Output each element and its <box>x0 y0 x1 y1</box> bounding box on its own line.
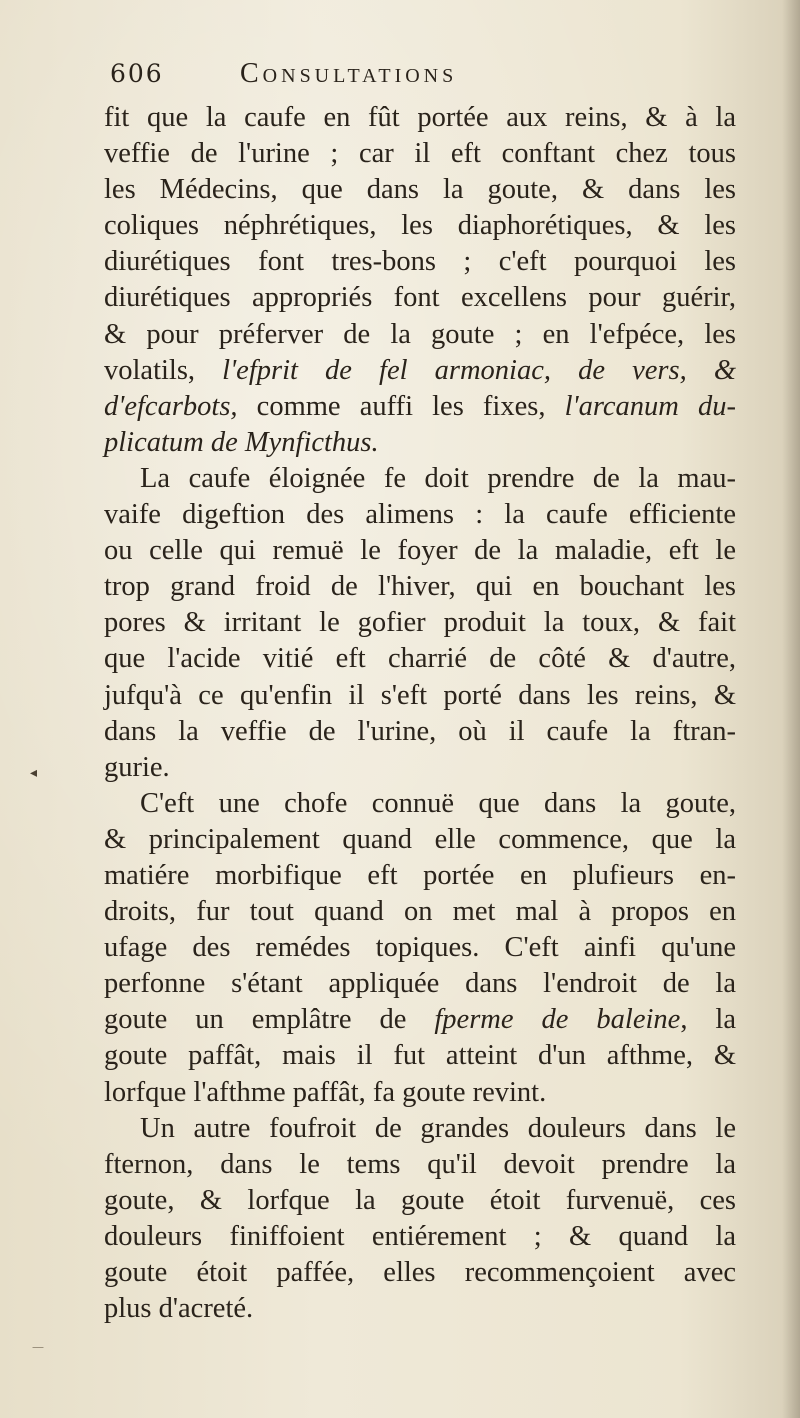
text-line <box>104 425 736 461</box>
text-line: ufage des remédes topiques. C'eft ainfi qu'une <box>104 932 736 964</box>
italic-run: plicatum de Mynficthus. <box>104 426 379 458</box>
running-title: Consultations <box>240 58 458 89</box>
italic-run: l'efprit de fel armoniac, de vers, & <box>222 354 736 386</box>
text-line: les Médecins, que dans la goute, & dans les <box>104 174 736 206</box>
page-header <box>110 58 750 90</box>
text-line: vaife digeftion des alimens : la caufe efficiente <box>104 499 736 531</box>
italic-run: l'arcanum du- <box>564 390 736 422</box>
body-text <box>104 100 736 1327</box>
text-line: fit que la caufe en fût portée aux reins, & à la <box>104 102 736 133</box>
text-line: gurie. <box>104 751 170 783</box>
text-line <box>104 353 736 389</box>
text-run: comme auffi les fixes, <box>237 390 565 422</box>
margin-mark: ◂ <box>30 765 38 781</box>
text-line: droits, fur tout quand on met mal à propos en <box>104 896 736 928</box>
text-line: C'eft une chofe connuë que dans la goute, <box>140 787 736 819</box>
text-line: diurétiques font tres-bons ; c'eft pourquoi les <box>104 246 736 278</box>
text-line: jufqu'à ce qu'enfin il s'eft porté dans les reins, & <box>104 679 736 711</box>
text-line: perfonne s'étant appliquée dans l'endroit de la <box>104 968 736 1000</box>
text-line: pores & irritant le gofier produit la toux, & fait <box>104 607 736 639</box>
text-line: dans la veffie de l'urine, où il caufe la ftran- <box>104 715 736 747</box>
text-line: goute paffât, mais il fut atteint d'un afthme, & <box>104 1040 736 1072</box>
text-line: fternon, dans le tems qu'il devoit prendre la <box>104 1148 736 1180</box>
text-line: diurétiques appropriés font excellens pour guérir, <box>104 282 736 314</box>
text-run: , la <box>680 1004 736 1036</box>
page-number: 606 <box>110 59 164 88</box>
text-line: trop grand froid de l'hiver, qui en bouchant les <box>104 571 736 603</box>
text-run: goute un emplâtre de <box>104 1004 435 1036</box>
italic-run: fperme de baleine <box>434 1004 681 1036</box>
italic-run: d'efcarbots, <box>104 390 238 422</box>
text-line: plus d'acreté. <box>104 1293 254 1325</box>
margin-dash: — <box>32 1340 44 1354</box>
text-line <box>104 389 736 425</box>
text-line: veffie de l'urine ; car il eft conftant chez tous <box>104 138 736 170</box>
text-line: ou celle qui remuë le foyer de la maladie, eft le <box>104 535 736 567</box>
text-line: & principalement quand elle commence, que la <box>104 823 736 855</box>
text-line: matiére morbifique eft portée en plufieurs en- <box>104 859 736 891</box>
text-line: que l'acide vitié eft charrié de côté & d'autre, <box>104 643 736 675</box>
text-line: coliques néphrétiques, les diaphorétiques, & les <box>104 210 736 242</box>
text-line: goute étoit paffée, elles recommençoient avec <box>104 1257 736 1288</box>
text-line: douleurs finiffoient entiérement ; & quand la <box>104 1220 736 1252</box>
text-line: goute, & lorfque la goute étoit furvenuë, ces <box>104 1184 736 1216</box>
text-line: & pour préferver de la goute ; en l'efpéce, les <box>104 318 736 350</box>
text-run: volatils, <box>104 354 223 386</box>
text-line: Un autre foufroit de grandes douleurs dans le <box>140 1112 736 1144</box>
text-line: lorfque l'afthme paffât, fa goute revint. <box>104 1076 547 1108</box>
text-line <box>104 1002 736 1038</box>
text-line: La caufe éloignée fe doit prendre de la mau- <box>140 462 736 494</box>
